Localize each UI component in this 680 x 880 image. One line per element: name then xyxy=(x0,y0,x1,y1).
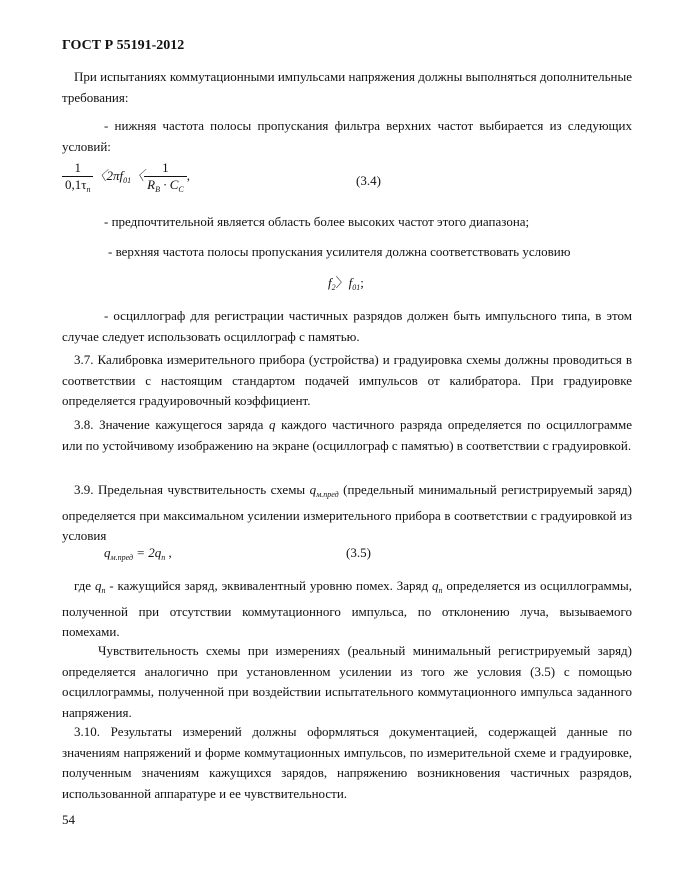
formula-3-4-left-numerator: 1 xyxy=(62,160,93,177)
formula-3-4-right-fraction xyxy=(144,160,187,194)
paragraph-3-7 xyxy=(62,350,632,412)
formula-3-4-middle-end: 〈 xyxy=(131,167,145,183)
paragraph-3-9-variable: q xyxy=(309,482,317,497)
formula-upper-f2-sub: 2 xyxy=(331,283,336,292)
paragraph-3-9-start: 3.9. Предельная чувствительность схемы xyxy=(74,482,310,497)
formula-3-4-right-c-sub: С xyxy=(178,185,184,194)
formula-3-4 xyxy=(62,160,190,194)
formula-3-4-middle-sub: 01 xyxy=(123,175,132,185)
paragraph-where-middle: - кажущийся заряд, эквивалентный уровню помех. Заряд xyxy=(105,578,432,593)
paragraph-3-10-text: 3.10. Результаты измерений должны оформляться документацией, содержащей данные по значениям напряжений и форме коммутационных импульсов, по измерительной схеме и градуировке, полученным значениям кажущихся зарядов, напряжению возникновения частичных разрядов, использованной аппаратуре и ее чувствительности. xyxy=(62,724,632,801)
formula-3-4-left-fraction xyxy=(62,160,93,194)
paragraph-3-10 xyxy=(62,722,632,804)
paragraph-oscilloscope xyxy=(62,306,632,347)
formula-upper-f01-sub: 01 xyxy=(352,283,361,292)
paragraph-upper-frequency xyxy=(62,242,632,263)
formula-upper-f01: f xyxy=(348,275,353,290)
paragraph-3-7-text: 3.7. Калибровка измерительного прибора (устройства) и градуировка схемы должны проводиться в соответствии с настоящим стандартом подачей импульсов от калибратора. При градуировке определяется градуировочный коэффициент. xyxy=(62,352,632,408)
formula-upper-frequency xyxy=(328,272,364,292)
paragraph-where-end: определяется из осциллограммы, полученной при отсутствии коммутационного импульса, по отклонению луча, вызываемого помехами. xyxy=(62,578,632,639)
formula-3-5-lhs: q xyxy=(104,545,111,560)
paragraph-where xyxy=(62,576,632,643)
paragraph-upper-frequency-text: - верхняя частота полосы пропускания усилителя должна соответствовать условию xyxy=(108,244,571,259)
paragraph-where-start: где xyxy=(74,578,95,593)
paragraph-where-variable-1-sub: п xyxy=(101,586,106,595)
formula-3-4-right-numerator: 1 xyxy=(144,160,187,177)
paragraph-3-9-end: (предельный минимальный регистрируемый заряд) определяется при максимальном усилении измерительного прибора в соответствии с градуировкой из условия xyxy=(62,482,632,543)
paragraph-oscilloscope-text: - осциллограф для регистрации частичных разрядов должен быть импульсного типа, в этом случае следует использовать осциллограф с памятью. xyxy=(62,308,632,344)
standard-header: ГОСТ Р 55191-2012 xyxy=(62,38,185,53)
formula-upper-tail: ; xyxy=(360,275,364,290)
formula-3-5-number: (3.5) xyxy=(346,545,371,560)
paragraph-3-8-variable: q xyxy=(269,417,276,432)
paragraph-lower-frequency xyxy=(62,116,632,157)
paragraph-3-8-start: 3.8. Значение кажущегося заряда xyxy=(74,417,270,432)
paragraph-where-variable-1: q xyxy=(94,578,102,593)
paragraph-preferred-range-text: - предпочтительной является область более высоких частот этого диапазона; xyxy=(104,214,530,229)
paragraph-3-8 xyxy=(62,415,632,456)
formula-3-4-number: (3.4) xyxy=(356,173,381,188)
formula-3-5-eq: = 2q xyxy=(133,545,162,560)
paragraph-3-9-variable-sub: м.пред xyxy=(316,490,339,499)
formula-3-5 xyxy=(104,545,172,562)
formula-3-4-left-denominator: 0,1τ xyxy=(65,177,87,192)
formula-upper-f2: f xyxy=(328,275,332,290)
paragraph-intro xyxy=(62,67,632,108)
paragraph-3-8-end: каждого частичного разряда определяется по осциллограмме или по устойчивому изображению на экране (осциллограф с памятью) в соответствии с градуировкой. xyxy=(62,417,633,453)
formula-3-4-left-denominator-sub: п xyxy=(86,185,91,194)
paragraph-lower-frequency-text: - нижняя частота полосы пропускания фильтра верхних частот выбирается из следующих условий: xyxy=(62,118,632,154)
paragraph-preferred-range xyxy=(62,212,632,233)
formula-3-4-right-r-sub: В xyxy=(155,185,160,194)
formula-3-5-rhs-sub: п xyxy=(161,553,166,562)
paragraph-3-9 xyxy=(62,480,632,547)
paragraph-intro-text: При испытаниях коммутационными импульсами напряжения должны выполняться дополнительные требования: xyxy=(62,69,632,105)
paragraph-where-variable-2: q xyxy=(431,578,439,593)
formula-3-4-right-c: · C xyxy=(159,177,179,192)
paragraph-sensitivity-text: Чувствительность схемы при измерениях (реальный минимальный регистрируемый заряд) определяется аналогично при установленном усилении из того же условия (3.5) с помощью осциллограммы, полученной при воздействии испытательного коммутационного импульса заданного напряжения. xyxy=(62,643,632,720)
formula-3-5-tail: , xyxy=(165,545,172,560)
formula-3-4-right-r: R xyxy=(147,177,156,192)
formula-3-5-lhs-sub: м.пред xyxy=(110,553,134,562)
page-number: 54 xyxy=(62,812,75,827)
formula-3-4-tail: , xyxy=(186,167,190,183)
paragraph-where-variable-2-sub: п xyxy=(438,586,443,595)
paragraph-sensitivity xyxy=(62,641,632,723)
formula-3-4-middle: 〈2πf xyxy=(93,167,124,183)
formula-upper-relation: 〉 xyxy=(335,275,349,290)
